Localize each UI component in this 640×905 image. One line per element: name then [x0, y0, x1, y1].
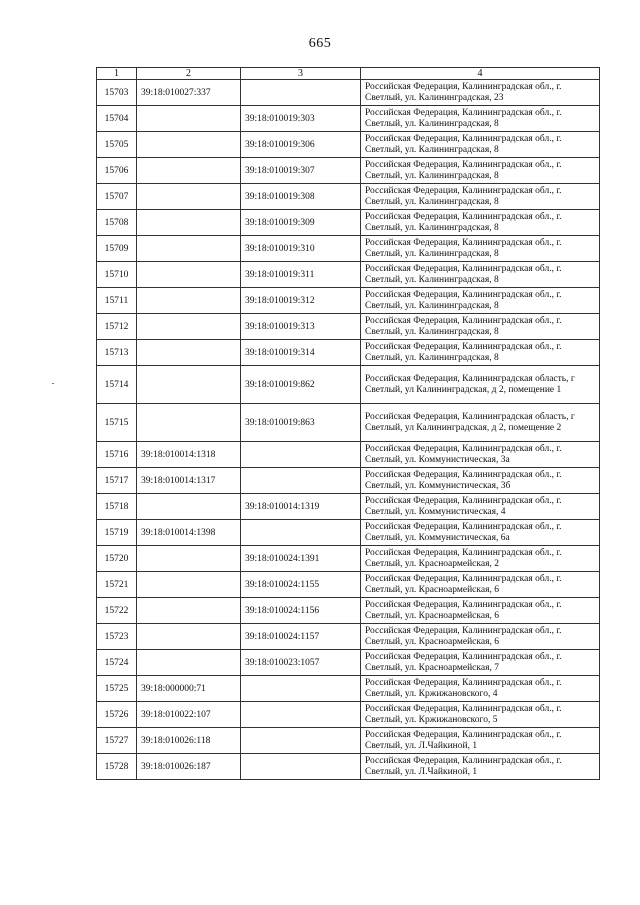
record-number-cell: 15709 [97, 236, 137, 262]
cadastral-number-cell [241, 754, 361, 780]
cadastral-number-cell: 39:18:000000:71 [137, 676, 241, 702]
address-cell: Российская Федерация, Калининградская обл., г. Светлый, ул. Калининградская, 8 [361, 314, 600, 340]
cadastral-number-cell [241, 676, 361, 702]
address-cell: Российская Федерация, Калининградская обл., г. Светлый, ул. Коммунистическая, 3а [361, 442, 600, 468]
cadastral-number-cell [241, 728, 361, 754]
cadastral-number-cell: 39:18:010019:309 [241, 210, 361, 236]
cadastral-number-cell: 39:18:010019:311 [241, 262, 361, 288]
record-number-cell: 15711 [97, 288, 137, 314]
cadastral-number-cell [241, 520, 361, 546]
record-number-cell: 15708 [97, 210, 137, 236]
cadastral-number-cell [137, 340, 241, 366]
table-row [97, 728, 600, 754]
cadastral-number-cell: 39:18:010019:863 [241, 404, 361, 442]
record-number-cell: 15715 [97, 404, 137, 442]
cadastral-number-cell [137, 404, 241, 442]
cadastral-number-cell: 39:18:010014:1318 [137, 442, 241, 468]
table-row [97, 236, 600, 262]
record-number-cell: 15716 [97, 442, 137, 468]
cadastral-number-cell: 39:18:010014:1317 [137, 468, 241, 494]
cadastral-number-cell: 39:18:010022:107 [137, 702, 241, 728]
table-row [97, 366, 600, 404]
cadastral-number-cell [241, 702, 361, 728]
record-number-cell: 15712 [97, 314, 137, 340]
table-row [97, 404, 600, 442]
address-cell: Российская Федерация, Калининградская область, г Светлый, ул Калининградская, д 2, помещение 1 [361, 366, 600, 404]
record-number-cell: 15706 [97, 158, 137, 184]
column-header: 2 [137, 68, 241, 80]
table-row [97, 494, 600, 520]
table-row [97, 676, 600, 702]
cadastral-number-cell [137, 598, 241, 624]
table-row [97, 314, 600, 340]
cadastral-number-cell [241, 80, 361, 106]
table-row [97, 106, 600, 132]
scan-speck [52, 383, 54, 384]
address-cell: Российская Федерация, Калининградская обл., г. Светлый, ул. Красноармейская, 6 [361, 624, 600, 650]
cadastral-number-cell [137, 210, 241, 236]
record-number-cell: 15703 [97, 80, 137, 106]
address-cell: Российская Федерация, Калининградская обл., г. Светлый, ул. Л.Чайкиной, 1 [361, 754, 600, 780]
column-header: 1 [97, 68, 137, 80]
address-cell: Российская Федерация, Калининградская обл., г. Светлый, ул. Калининградская, 8 [361, 288, 600, 314]
registry-table [96, 67, 600, 780]
cadastral-number-cell: 39:18:010024:1157 [241, 624, 361, 650]
record-number-cell: 15718 [97, 494, 137, 520]
table-row [97, 598, 600, 624]
record-number-cell: 15717 [97, 468, 137, 494]
address-cell: Российская Федерация, Калининградская обл., г. Светлый, ул. Кржижановского, 5 [361, 702, 600, 728]
cadastral-number-cell [137, 624, 241, 650]
record-number-cell: 15722 [97, 598, 137, 624]
cadastral-number-cell [137, 262, 241, 288]
table-row [97, 546, 600, 572]
cadastral-number-cell [137, 494, 241, 520]
table-row [97, 572, 600, 598]
cadastral-number-cell: 39:18:010024:1391 [241, 546, 361, 572]
cadastral-number-cell: 39:18:010019:310 [241, 236, 361, 262]
cadastral-number-cell: 39:18:010024:1156 [241, 598, 361, 624]
cadastral-number-cell [137, 106, 241, 132]
cadastral-number-cell [137, 546, 241, 572]
cadastral-number-cell: 39:18:010014:1319 [241, 494, 361, 520]
cadastral-number-cell: 39:18:010019:313 [241, 314, 361, 340]
record-number-cell: 15728 [97, 754, 137, 780]
address-cell: Российская Федерация, Калининградская обл., г. Светлый, ул. Калининградская, 8 [361, 132, 600, 158]
address-cell: Российская Федерация, Калининградская обл., г. Светлый, ул. Калининградская, 8 [361, 106, 600, 132]
address-cell: Российская Федерация, Калининградская область, г Светлый, ул Калининградская, д 2, помещение 2 [361, 404, 600, 442]
cadastral-number-cell [137, 132, 241, 158]
record-number-cell: 15726 [97, 702, 137, 728]
column-header: 4 [361, 68, 600, 80]
address-cell: Российская Федерация, Калининградская обл., г. Светлый, ул. Красноармейская, 6 [361, 572, 600, 598]
record-number-cell: 15719 [97, 520, 137, 546]
table-row [97, 442, 600, 468]
cadastral-number-cell: 39:18:010019:312 [241, 288, 361, 314]
address-cell: Российская Федерация, Калининградская обл., г. Светлый, ул. Коммунистическая, 4 [361, 494, 600, 520]
cadastral-number-cell: 39:18:010027:337 [137, 80, 241, 106]
cadastral-number-cell: 39:18:010024:1155 [241, 572, 361, 598]
record-number-cell: 15713 [97, 340, 137, 366]
cadastral-number-cell [137, 366, 241, 404]
cadastral-number-cell [137, 650, 241, 676]
table-row [97, 624, 600, 650]
address-cell: Российская Федерация, Калининградская обл., г. Светлый, ул. Л.Чайкиной, 1 [361, 728, 600, 754]
table-row [97, 210, 600, 236]
address-cell: Российская Федерация, Калининградская обл., г. Светлый, ул. Красноармейская, 6 [361, 598, 600, 624]
cadastral-number-cell: 39:18:010019:314 [241, 340, 361, 366]
address-cell: Российская Федерация, Калининградская обл., г. Светлый, ул. Калининградская, 8 [361, 184, 600, 210]
table-row [97, 262, 600, 288]
header-row [97, 68, 600, 80]
table-row [97, 520, 600, 546]
cadastral-number-cell [137, 288, 241, 314]
address-cell: Российская Федерация, Калининградская обл., г. Светлый, ул. Калининградская, 8 [361, 262, 600, 288]
record-number-cell: 15705 [97, 132, 137, 158]
address-cell: Российская Федерация, Калининградская обл., г. Светлый, ул. Калининградская, 8 [361, 340, 600, 366]
cadastral-number-cell: 39:18:010019:306 [241, 132, 361, 158]
table-row [97, 132, 600, 158]
address-cell: Российская Федерация, Калининградская обл., г. Светлый, ул. Калининградская, 8 [361, 236, 600, 262]
record-number-cell: 15714 [97, 366, 137, 404]
cadastral-number-cell: 39:18:010019:308 [241, 184, 361, 210]
record-number-cell: 15704 [97, 106, 137, 132]
record-number-cell: 15710 [97, 262, 137, 288]
table-row [97, 184, 600, 210]
cadastral-number-cell [137, 158, 241, 184]
cadastral-number-cell [241, 468, 361, 494]
cadastral-number-cell: 39:18:010019:307 [241, 158, 361, 184]
table-row [97, 288, 600, 314]
table-row [97, 650, 600, 676]
record-number-cell: 15720 [97, 546, 137, 572]
cadastral-number-cell [137, 572, 241, 598]
table-row [97, 80, 600, 106]
cadastral-number-cell [137, 314, 241, 340]
cadastral-number-cell: 39:18:010023:1057 [241, 650, 361, 676]
column-header: 3 [241, 68, 361, 80]
cadastral-number-cell: 39:18:010026:187 [137, 754, 241, 780]
table-row [97, 468, 600, 494]
cadastral-number-cell: 39:18:010019:303 [241, 106, 361, 132]
cadastral-number-cell: 39:18:010019:862 [241, 366, 361, 404]
record-number-cell: 15707 [97, 184, 137, 210]
address-cell: Российская Федерация, Калининградская обл., г. Светлый, ул. Калининградская, 23 [361, 80, 600, 106]
cadastral-number-cell [137, 184, 241, 210]
address-cell: Российская Федерация, Калининградская обл., г. Светлый, ул. Калининградская, 8 [361, 158, 600, 184]
record-number-cell: 15725 [97, 676, 137, 702]
address-cell: Российская Федерация, Калининградская обл., г. Светлый, ул. Кржижановского, 4 [361, 676, 600, 702]
table-row [97, 340, 600, 366]
registry-body [97, 80, 600, 780]
cadastral-number-cell [137, 236, 241, 262]
address-cell: Российская Федерация, Калининградская обл., г. Светлый, ул. Коммунистическая, 6а [361, 520, 600, 546]
record-number-cell: 15727 [97, 728, 137, 754]
address-cell: Российская Федерация, Калининградская обл., г. Светлый, ул. Красноармейская, 2 [361, 546, 600, 572]
record-number-cell: 15723 [97, 624, 137, 650]
table-row [97, 158, 600, 184]
table-row [97, 702, 600, 728]
record-number-cell: 15721 [97, 572, 137, 598]
address-cell: Российская Федерация, Калининградская обл., г. Светлый, ул. Калининградская, 8 [361, 210, 600, 236]
cadastral-number-cell: 39:18:010026:118 [137, 728, 241, 754]
address-cell: Российская Федерация, Калининградская обл., г. Светлый, ул. Красноармейская, 7 [361, 650, 600, 676]
cadastral-number-cell [241, 442, 361, 468]
address-cell: Российская Федерация, Калининградская обл., г. Светлый, ул. Коммунистическая, 3б [361, 468, 600, 494]
record-number-cell: 15724 [97, 650, 137, 676]
page-number: 665 [308, 36, 332, 51]
table-row [97, 754, 600, 780]
cadastral-number-cell: 39:18:010014:1398 [137, 520, 241, 546]
